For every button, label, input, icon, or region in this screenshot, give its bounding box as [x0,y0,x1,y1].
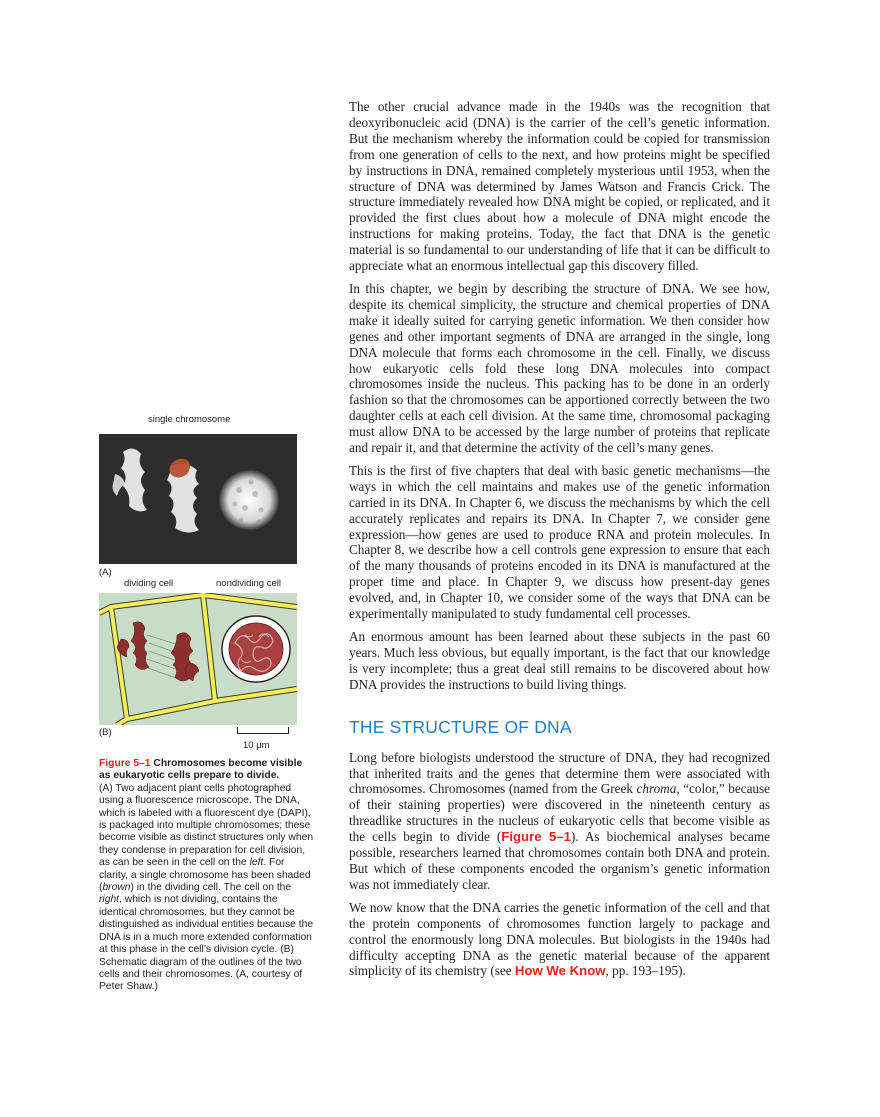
single-chromosome-label: single chromosome [148,414,231,425]
fluorescence-micrograph [99,434,297,564]
paragraph: Long before biologists understood the structure of DNA, they had recognized that inherited traits and the genes that determine them were associated with chromosomes. Chromosomes (named from the Greek chroma, “color,” because of their staining properties) were discovered in the nineteenth century as threadlike structures in the nucleus of eukaryotic cells that become visible as the cells begin to divide (Figure 5–1). As biochemical analyses became possible, researchers learned that chromosomes contain both DNA and protein. But which of these components encoded the organism’s genetic information was not immediately clear. [349,749,771,892]
paragraph: The other crucial advance made in the 1940s was the recognition that deoxyribonucleic acid (DNA) is the carrier of the cell’s genetic information. But the mechanism whereby the information could be copied for transmission from one generation of cells to the next, and how proteins might be specified by instructions in DNA, remained completely mysterious until 1953, when the structure of DNA was determined by James Watson and Francis Crick. The structure immediately revealed how DNA might be copied, or replicated, and it provided the first clues about how a molecule of DNA might encode the instructions for making proteins. Today, the fact that DNA is the genetic material is so fundamental to our understanding of life that it can be difficult to appreciate what an enormous intellectual gap this discovery filled. [349,99,770,274]
scale-label: 10 μm [243,740,270,751]
section-heading: THE STRUCTURE OF DNA [349,716,572,737]
schematic-diagram [99,593,297,725]
figure-reference-link[interactable]: Figure 5–1 [501,829,571,845]
paragraph: In this chapter, we begin by describing the structure of DNA. We see how, despite its chemical simplicity, the structure and chemical properties of DNA make it ideally suited for carrying genetic information. We then consider how genes and other important segments of DNA are arranged in the single, long DNA molecule that forms each chromosome in the cell. Finally, we discuss how eukaryotic cells fold these long DNA molecules into compact chromosomes inside the nucleus. This packing has to be done in an orderly fashion so that the chromosomes can be apportioned correctly between the two daughter cells at each cell division. At the same time, chromosomal packaging must allow DNA to be accessed by the large number of proteins that replicate and repair it, and that determine the activity of the cell’s many genes. [349,280,770,456]
figure-caption: Figure 5–1 Chromosomes become visible as eukaryotic cells prepare to divide. (A) Two adjacent plant cells photographed using a fluorescence microscope. The DNA, which is labeled with a fluorescent dye (DAPI), is packaged into multiple chromosomes; these become visible as distinct structures only when they condense in preparation for cell division, as can be seen in the cell on the left. For clarity, a single chromosome has been shaded (brown) in the dividing cell. The cell on the right, which is not dividing, contains the identical chromosomes, but they cannot be distinguished as individual entities because the DNA is in a much more extended conformation at this phase in the cell’s division cycle. (B) Schematic diagram of the outlines of the two cells and their chromosomes. (A, courtesy of Peter Shaw.) [99,758,314,993]
nondividing-nucleus [219,470,279,530]
paragraph: An enormous amount has been learned about these subjects in the past 60 years. Much less obvious, but equally important, is the fact that our knowledge is very incomplete; thus a great deal still remains to be discovered about how DNA provides the instructions to build living things. [349,629,770,692]
panel-b-label: (B) [99,727,112,738]
nondividing-cell-label: nondividing cell [216,578,281,589]
scale-bar [237,727,289,734]
body-text [349,99,770,986]
how-we-know-link[interactable]: How We Know [514,963,606,979]
paragraph: This is the first of five chapters that deal with basic genetic mechanisms—the ways in which the cell maintains and makes use of the genetic information carried in its DNA. In Chapter 6, we discuss the mechanisms by which the cell accurately replicates and repairs its DNA. In Chapter 7, we consider gene expression—how genes are used to produce RNA and protein molecules. In Chapter 8, we describe how a cell controls gene expression to ensure that each of the many thousands of proteins encoded in its DNA is manufactured at the proper time and place. In Chapter 9, we discuss how present-day genes evolved, and, in Chapter 10, we consider some of the ways that DNA can be experimentally manipulated to study fundamental cell processes. [349,462,770,622]
figure-title: Chromosomes become visible as eukaryotic cells prepare to divide. [99,758,303,782]
paragraph: We now know that the DNA carries the genetic information of the cell and that the protein components of chromosomes function largely to package and control the enormously long DNA molecules. But biologists in the 1940s had difficulty accepting DNA as the genetic material because of the apparent simplicity of its chemistry (see How We Know, pp. 193–195). [349,899,770,979]
panel-a-label: (A) [99,567,112,578]
nondividing-nucleus-diagram [222,616,290,682]
figure-number: Figure 5–1 [99,758,151,769]
dividing-cell-label: dividing cell [124,578,174,589]
